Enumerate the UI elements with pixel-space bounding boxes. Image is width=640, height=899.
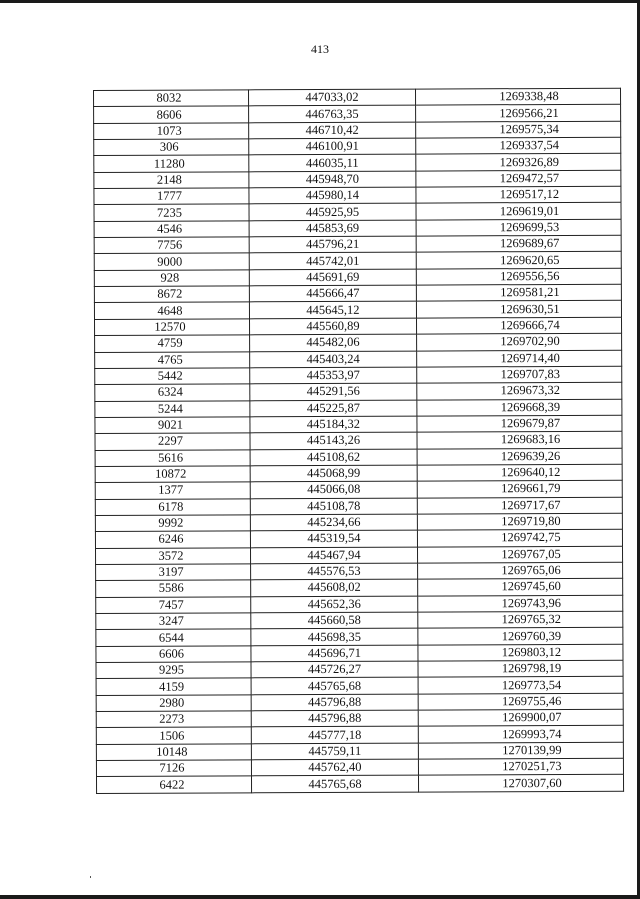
y-coordinate-cell: 1269717,67	[417, 497, 622, 514]
y-coordinate-cell: 1269702,90	[417, 333, 622, 350]
table-row	[96, 595, 623, 614]
x-coordinate-cell: 445560,89	[249, 318, 416, 335]
x-coordinate-cell: 445698,35	[251, 628, 418, 645]
y-coordinate-cell: 1269689,67	[416, 235, 621, 252]
table-row	[96, 677, 623, 696]
x-coordinate-cell: 445482,06	[250, 334, 417, 351]
point-number-cell: 7235	[94, 204, 249, 221]
table-row	[95, 546, 622, 565]
point-number-cell: 12570	[95, 319, 250, 336]
x-coordinate-cell: 445576,53	[251, 563, 418, 580]
table-row	[96, 562, 623, 581]
point-number-cell: 6246	[95, 531, 250, 548]
y-coordinate-cell: 1269620,65	[416, 252, 621, 269]
y-coordinate-cell: 1269803,12	[418, 644, 623, 661]
x-coordinate-cell: 445184,32	[250, 416, 417, 433]
x-coordinate-cell: 445108,78	[250, 498, 417, 515]
x-coordinate-cell: 445796,88	[251, 710, 418, 727]
y-coordinate-cell: 1269683,16	[417, 431, 622, 448]
point-number-cell: 2980	[96, 695, 251, 712]
point-number-cell: 9000	[94, 253, 249, 270]
y-coordinate-cell: 1269639,26	[417, 448, 622, 465]
point-number-cell: 3197	[96, 564, 251, 581]
scan-speck	[90, 876, 91, 878]
x-coordinate-cell: 445225,87	[250, 400, 417, 417]
table-row	[95, 497, 622, 516]
table-row	[96, 726, 623, 745]
point-number-cell: 1506	[96, 727, 251, 744]
x-coordinate-cell: 445925,95	[249, 203, 416, 220]
y-coordinate-cell: 1269472,57	[416, 170, 621, 187]
table-row	[95, 464, 622, 483]
point-number-cell: 6324	[95, 384, 250, 401]
x-coordinate-cell: 445234,66	[250, 514, 417, 531]
table-row	[94, 154, 621, 173]
x-coordinate-cell: 445762,40	[251, 759, 418, 776]
table-row	[96, 644, 623, 663]
y-coordinate-cell: 1269679,87	[417, 415, 622, 432]
y-coordinate-cell: 1269630,51	[416, 301, 621, 318]
table-row	[95, 480, 622, 499]
x-coordinate-cell: 445948,70	[249, 171, 416, 188]
point-number-cell: 5244	[95, 400, 250, 417]
coordinate-table	[93, 88, 624, 794]
coordinate-table-container	[93, 88, 596, 794]
point-number-cell: 4159	[96, 678, 251, 695]
point-number-cell: 7457	[96, 596, 251, 613]
x-coordinate-cell: 445765,68	[251, 677, 418, 694]
y-coordinate-cell: 1269767,05	[417, 546, 622, 563]
scan-border-top	[0, 0, 640, 3]
x-coordinate-cell: 445726,27	[251, 661, 418, 678]
point-number-cell: 306	[94, 139, 249, 156]
point-number-cell: 10872	[95, 466, 250, 483]
y-coordinate-cell: 1269714,40	[417, 350, 622, 367]
x-coordinate-cell: 446710,42	[249, 122, 416, 139]
point-number-cell: 11280	[94, 155, 249, 172]
table-row	[95, 366, 622, 385]
table-row	[96, 742, 623, 761]
point-number-cell: 3572	[95, 547, 250, 564]
point-number-cell: 10148	[96, 744, 251, 761]
point-number-cell: 6178	[95, 498, 250, 515]
x-coordinate-cell: 445467,94	[250, 547, 417, 564]
y-coordinate-cell: 1269745,60	[418, 579, 623, 596]
x-coordinate-cell: 446763,35	[249, 105, 416, 122]
point-number-cell: 9992	[95, 515, 250, 532]
y-coordinate-cell: 1269773,54	[418, 677, 623, 694]
point-number-cell: 1777	[94, 188, 249, 205]
table-row	[95, 513, 622, 532]
table-row	[96, 758, 623, 777]
point-number-cell: 5586	[96, 580, 251, 597]
y-coordinate-cell: 1269337,54	[416, 137, 621, 154]
x-coordinate-cell: 445143,26	[250, 432, 417, 449]
y-coordinate-cell: 1269517,12	[416, 186, 621, 203]
table-row	[94, 219, 621, 238]
y-coordinate-cell: 1269581,21	[416, 284, 621, 301]
x-coordinate-cell: 445777,18	[251, 726, 418, 743]
y-coordinate-cell: 1269661,79	[417, 480, 622, 497]
y-coordinate-cell: 1269556,56	[416, 268, 621, 285]
table-row	[95, 448, 622, 467]
table-row	[96, 579, 623, 598]
table-row	[94, 170, 621, 189]
y-coordinate-cell: 1269673,32	[417, 382, 622, 399]
x-coordinate-cell: 445068,99	[250, 465, 417, 482]
y-coordinate-cell: 1269765,32	[418, 611, 623, 628]
point-number-cell: 5616	[95, 449, 250, 466]
y-coordinate-cell: 1269742,75	[417, 529, 622, 546]
table-row	[94, 137, 621, 156]
x-coordinate-cell: 445796,21	[249, 236, 416, 253]
y-coordinate-cell: 1269900,07	[418, 709, 623, 726]
y-coordinate-cell: 1269666,74	[416, 317, 621, 334]
x-coordinate-cell: 445660,58	[251, 612, 418, 629]
y-coordinate-cell: 1269338,48	[415, 88, 620, 105]
point-number-cell: 5442	[95, 368, 250, 385]
x-coordinate-cell: 445353,97	[250, 367, 417, 384]
table-row	[95, 529, 622, 548]
y-coordinate-cell: 1269566,21	[416, 105, 621, 122]
coordinate-table-body	[94, 88, 624, 793]
x-coordinate-cell: 446100,91	[249, 138, 416, 155]
point-number-cell: 8672	[94, 286, 249, 303]
table-row	[94, 121, 621, 140]
table-row	[95, 431, 622, 450]
point-number-cell: 4765	[95, 351, 250, 368]
table-row	[96, 611, 623, 630]
table-row	[94, 105, 621, 124]
point-number-cell: 2148	[94, 172, 249, 189]
table-row	[95, 415, 622, 434]
y-coordinate-cell: 1269640,12	[417, 464, 622, 481]
y-coordinate-cell: 1270307,60	[418, 775, 623, 792]
x-coordinate-cell: 445608,02	[251, 579, 418, 596]
x-coordinate-cell: 445666,47	[249, 285, 416, 302]
point-number-cell: 8032	[94, 90, 249, 107]
table-row	[94, 88, 621, 107]
table-row	[94, 301, 621, 320]
point-number-cell: 6544	[96, 629, 251, 646]
x-coordinate-cell: 445759,11	[251, 743, 418, 760]
table-row	[94, 235, 621, 254]
x-coordinate-cell: 445066,08	[250, 481, 417, 498]
y-coordinate-cell: 1269993,74	[418, 726, 623, 743]
table-row	[96, 775, 623, 794]
x-coordinate-cell: 445291,56	[250, 383, 417, 400]
table-row	[94, 186, 621, 205]
table-row	[94, 252, 621, 271]
x-coordinate-cell: 445652,36	[251, 596, 418, 613]
y-coordinate-cell: 1269719,80	[417, 513, 622, 530]
y-coordinate-cell: 1269668,39	[417, 399, 622, 416]
point-number-cell: 1377	[95, 482, 250, 499]
point-number-cell: 4759	[95, 335, 250, 352]
point-number-cell: 6422	[96, 776, 251, 793]
point-number-cell: 2273	[96, 711, 251, 728]
point-number-cell: 9021	[95, 417, 250, 434]
y-coordinate-cell: 1269575,34	[416, 121, 621, 138]
x-coordinate-cell: 445980,14	[249, 187, 416, 204]
table-row	[95, 333, 622, 352]
table-row	[95, 317, 622, 336]
point-number-cell: 928	[94, 270, 249, 287]
point-number-cell: 6606	[96, 646, 251, 663]
table-row	[96, 628, 623, 647]
y-coordinate-cell: 1269699,53	[416, 219, 621, 236]
x-coordinate-cell: 445403,24	[250, 351, 417, 368]
x-coordinate-cell: 445742,01	[249, 253, 416, 270]
table-row	[95, 382, 622, 401]
point-number-cell: 8606	[94, 106, 249, 123]
table-row	[95, 350, 622, 369]
y-coordinate-cell: 1269707,83	[417, 366, 622, 383]
point-number-cell: 9295	[96, 662, 251, 679]
point-number-cell: 7126	[96, 760, 251, 777]
x-coordinate-cell: 445319,54	[250, 530, 417, 547]
x-coordinate-cell: 446035,11	[249, 154, 416, 171]
x-coordinate-cell: 445645,12	[249, 302, 416, 319]
table-row	[96, 709, 623, 728]
y-coordinate-cell: 1270139,99	[418, 742, 623, 759]
x-coordinate-cell: 445108,62	[250, 449, 417, 466]
point-number-cell: 4546	[94, 221, 249, 238]
y-coordinate-cell: 1270251,73	[418, 758, 623, 775]
y-coordinate-cell: 1269619,01	[416, 203, 621, 220]
x-coordinate-cell: 445853,69	[249, 220, 416, 237]
y-coordinate-cell: 1269798,19	[418, 660, 623, 677]
table-row	[94, 268, 621, 287]
point-number-cell: 2297	[95, 433, 250, 450]
page-number: 413	[311, 42, 329, 56]
x-coordinate-cell: 447033,02	[249, 89, 416, 106]
point-number-cell: 1073	[94, 123, 249, 140]
y-coordinate-cell: 1269765,06	[418, 562, 623, 579]
y-coordinate-cell: 1269755,46	[418, 693, 623, 710]
table-row	[96, 660, 623, 679]
point-number-cell: 7756	[94, 237, 249, 254]
table-row	[96, 693, 623, 712]
point-number-cell: 3247	[96, 613, 251, 630]
x-coordinate-cell: 445691,69	[249, 269, 416, 286]
scan-border-bottom	[0, 895, 640, 899]
x-coordinate-cell: 445796,88	[251, 694, 418, 711]
table-row	[94, 203, 621, 222]
table-row	[94, 284, 621, 303]
y-coordinate-cell: 1269326,89	[416, 154, 621, 171]
x-coordinate-cell: 445765,68	[251, 776, 418, 793]
y-coordinate-cell: 1269760,39	[418, 628, 623, 645]
table-row	[95, 399, 622, 418]
point-number-cell: 4648	[94, 302, 249, 319]
x-coordinate-cell: 445696,71	[251, 645, 418, 662]
y-coordinate-cell: 1269743,96	[418, 595, 623, 612]
